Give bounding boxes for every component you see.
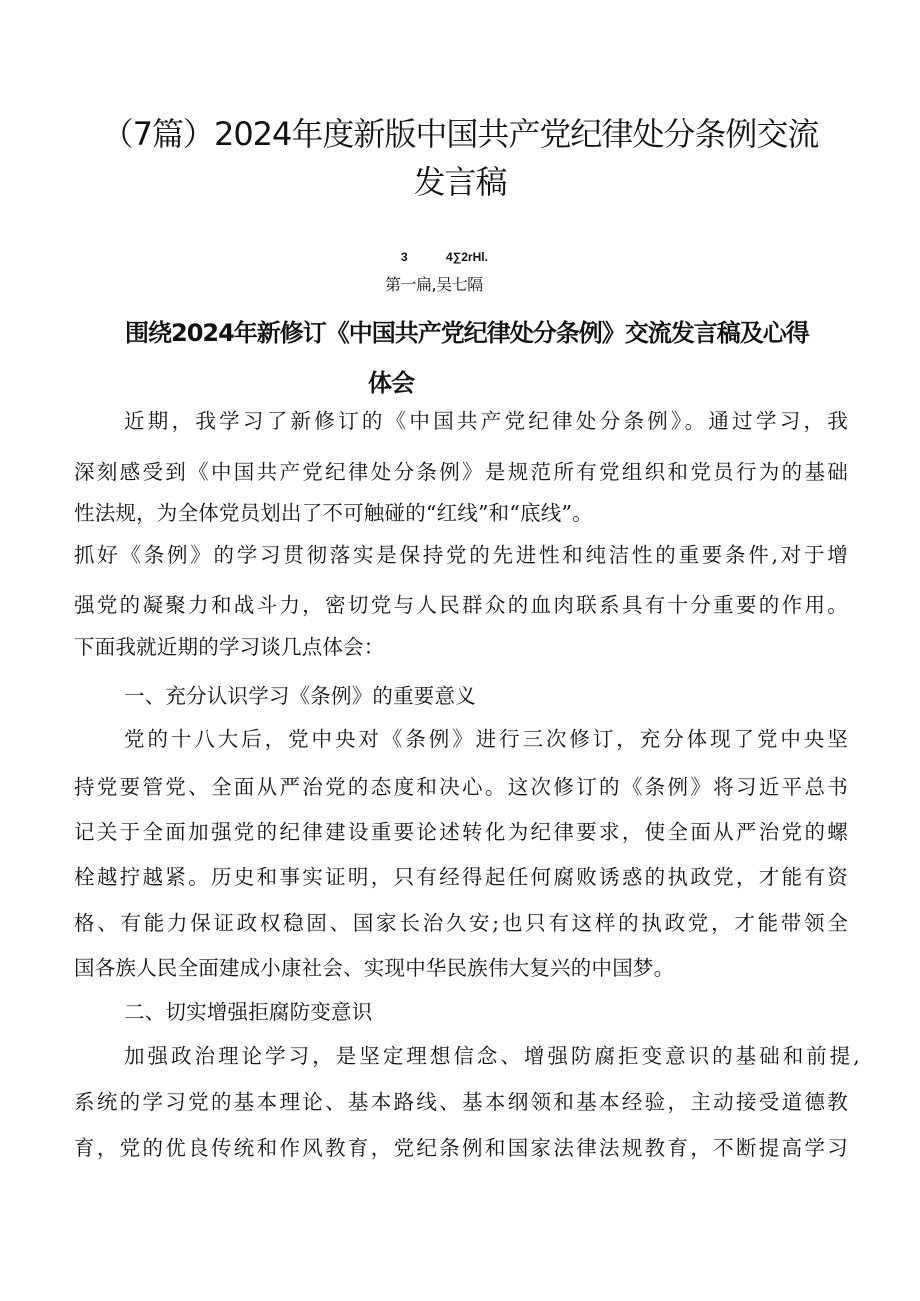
body-line: 下面我就近期的学习谈几点体会： (74, 635, 385, 659)
body-line: 育，党的优良传统和作风教育，党纪条例和国家法律法规教育，不断提高学习 (74, 1136, 848, 1160)
body-line: 持党要管党、全面从严治党的态度和决心。这次修订的《条例》将习近平总书 (74, 775, 848, 799)
document-title-line-2: 发言稿 (413, 163, 507, 201)
meta-text-left: 3 (401, 250, 408, 264)
body-line: 格、有能力保证政权稳固、国家长治久安;也只有这样的执政党，才能带领全 (74, 911, 848, 935)
body-line: 系统的学习党的基本理论、基本路线、基本纲领和基本经验，主动接受道德教 (74, 1090, 848, 1114)
meta-text-right: 4∑2rHl. (446, 250, 488, 264)
document-title-line-1: （7篇）2024年度新版中国共产党纪律处分条例交流 (101, 115, 819, 153)
body-line: 强党的凝聚力和战斗力，密切党与人民群众的血肉联系具有十分重要的作用。 (74, 593, 848, 617)
body-line: 加强政治理论学习，是坚定理想信念、增强防腐拒变意识的基础和前提, (124, 1044, 860, 1068)
body-line: 深刻感受到《中国共产党纪律处分条例》是规范所有党组织和党员行为的基础 (74, 460, 848, 484)
body-line: 栓越拧越紧。历史和事实证明，只有经得起任何腐败诱惑的执政党，才能有资 (74, 865, 848, 889)
body-line: 抓好《条例》的学习贯彻落实是保持党的先进性和纯洁性的重要条件,对于增 (74, 543, 848, 567)
article-subtitle-line-2: 体会 (368, 369, 414, 397)
section-heading-2: 二、切实增强拒腐防变意识 (124, 1000, 373, 1024)
section-label: 第一扁,吴七隔 (385, 275, 483, 294)
body-line: 记关于全面加强党的纪律建设重要论述转化为纪律要求，使全面从严治党的螺 (74, 820, 848, 844)
body-line: 近期，我学习了新修订的《中国共产党纪律处分条例》。通过学习，我 (124, 409, 848, 433)
body-line: 性法规，为全体党员划出了不可触碰的“红线”和“底线”。 (74, 501, 593, 525)
body-line: 国各族人民全面建成小康社会、实现中华民族伟大复兴的中国梦。 (74, 956, 675, 980)
section-heading-1: 一、充分认识学习《条例》的重要意义 (124, 684, 476, 708)
article-subtitle-line-1: 围绕2024年新修订《中国共产党纪律处分条例》交流发言稿及心得 (125, 319, 809, 347)
body-line: 党的十八大后，党中央对《条例》进行三次修订，充分体现了党中央坚 (124, 727, 848, 751)
